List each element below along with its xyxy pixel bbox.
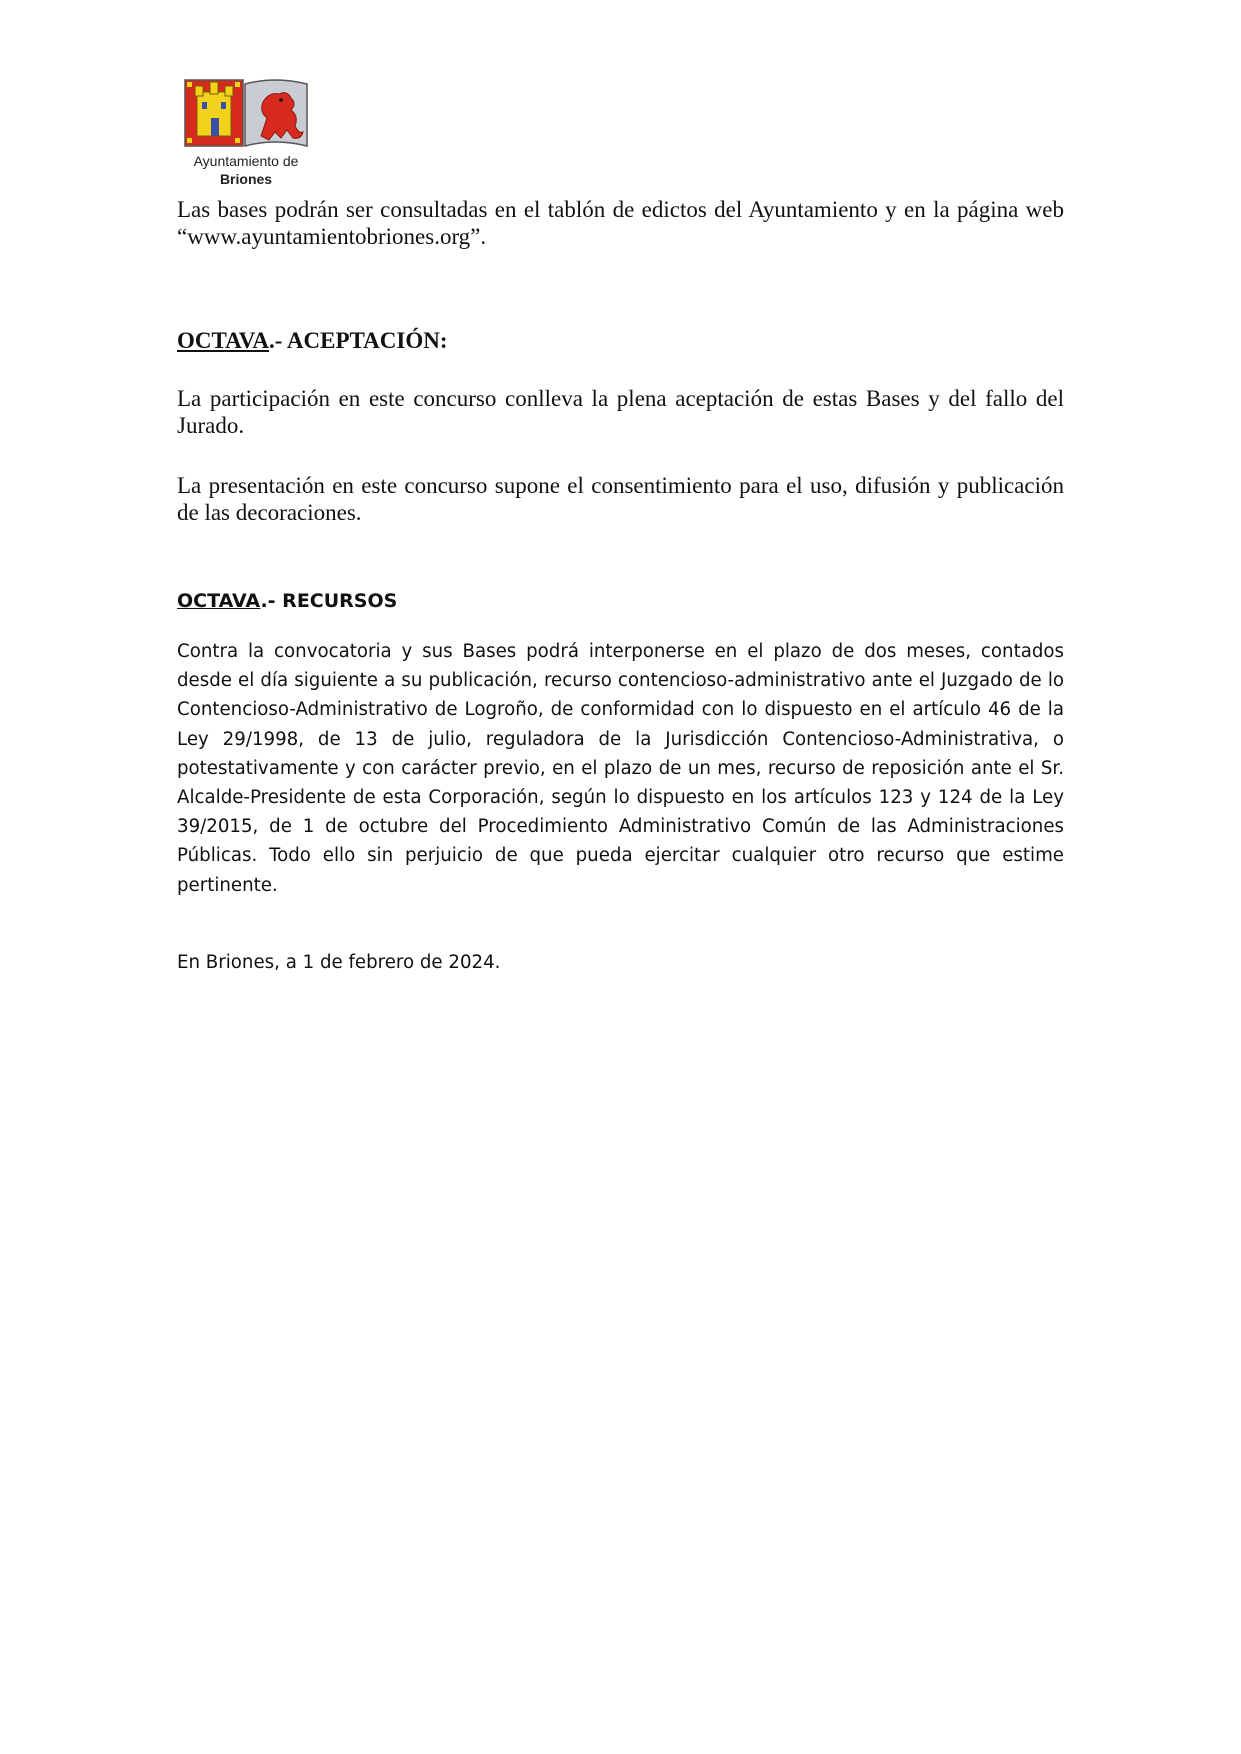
municipal-logo — [176, 78, 316, 190]
section-heading-aceptacion — [177, 328, 448, 354]
intro-paragraph: Las bases podrán ser consultadas en el tablón de edictos del Ayuntamiento y en la página web “www.ayuntamientobriones.org”. — [177, 197, 1064, 249]
heading-title: .- RECURSOS — [260, 590, 398, 612]
aceptacion-paragraph-2: La presentación en este concurso supone el consentimiento para el uso, difusión y publicación de las decoraciones. — [177, 473, 1064, 525]
heading-label: OCTAVA — [177, 590, 261, 612]
section-heading-recursos — [177, 590, 397, 612]
heading-label: OCTAVA — [177, 328, 270, 353]
org-name-line1: Ayuntamiento de — [193, 153, 299, 169]
closing-place-date: En Briones, a 1 de febrero de 2024. — [177, 952, 501, 973]
org-name-line2: Briones — [219, 171, 273, 187]
recursos-paragraph: Contra la convocatoria y sus Bases podrá interponerse en el plazo de dos meses, contados desde el día siguiente a su publicación, recurso contencioso-administrativo ante el Juzgado de lo Contencioso-Administrativo de Logroño, de conformidad con lo dispuesto en el artículo 46 de la Ley 29/1998, de 13 de julio, reguladora de la Jurisdicción Contencioso-Administrativa, o potestativamente y con carácter previo, en el plazo de un mes, recurso de reposición ante el Sr. Alcalde-Presidente de esta Corporación, según lo dispuesto en los artículos 123 y 124 de la Ley 39/2015, de 1 de octubre del Procedimiento Administrativo Común de las Administraciones Públicas. Todo ello sin perjuicio de que pueda ejercitar cualquier otro recurso que estime pertinente. — [177, 641, 1064, 896]
coat-of-arms-icon — [183, 78, 309, 150]
heading-title: .- ACEPTACIÓN: — [269, 328, 448, 353]
aceptacion-paragraph-1: La participación en este concurso conlleva la plena aceptación de estas Bases y del fallo del Jurado. — [177, 386, 1064, 438]
